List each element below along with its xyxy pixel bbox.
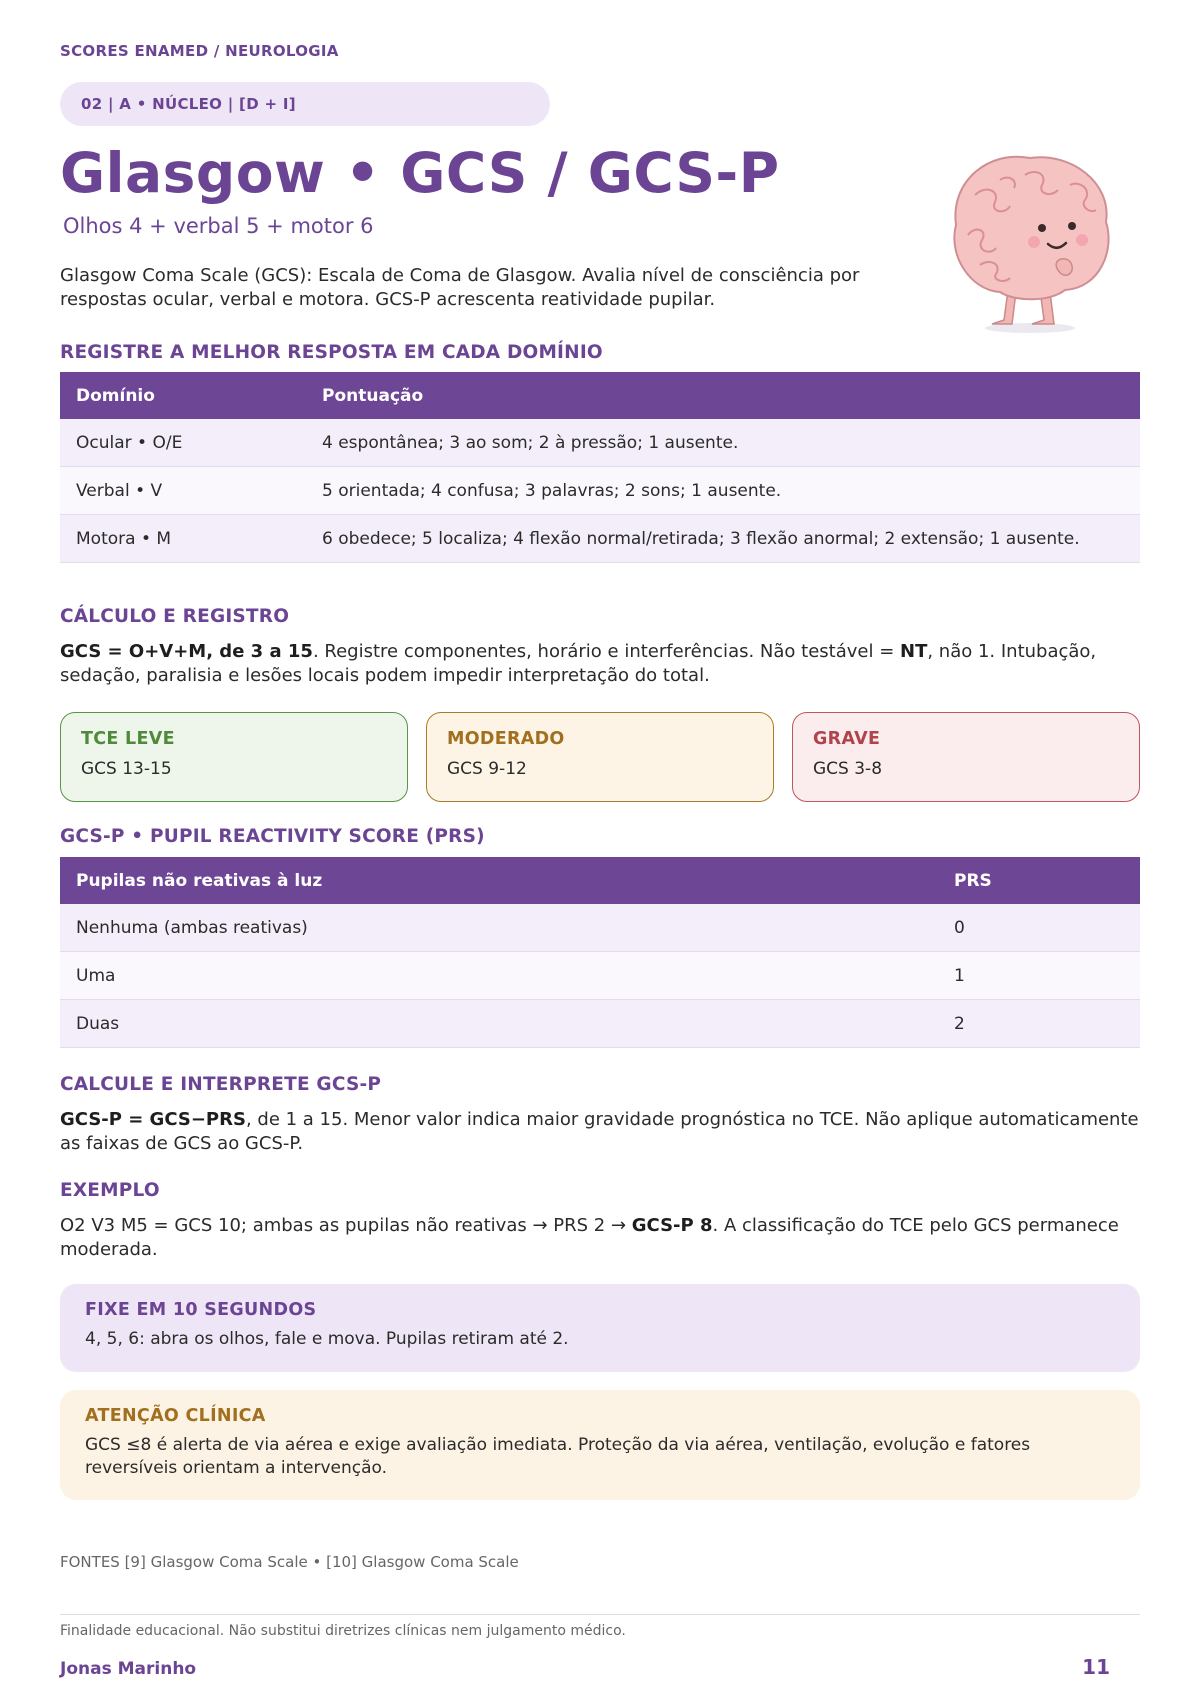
prs-table bbox=[60, 857, 1140, 1048]
page-subtitle: Olhos 4 + verbal 5 + motor 6 bbox=[63, 214, 374, 238]
calc-section-heading: CÁLCULO E REGISTRO bbox=[60, 606, 290, 627]
calc-text: . Registre componentes, horário e interferências. Não testável = bbox=[312, 641, 900, 662]
table-header-row bbox=[60, 372, 1140, 419]
severity-card-title: GRAVE bbox=[813, 729, 881, 749]
severity-card-value: GCS 9-12 bbox=[447, 759, 527, 779]
table-row bbox=[60, 419, 1140, 467]
table-row bbox=[60, 515, 1140, 563]
nt-label: NT bbox=[900, 641, 928, 662]
page-number: 11 bbox=[1082, 1655, 1110, 1679]
gcs-formula: GCS = O+V+M, de 3 a 15 bbox=[60, 641, 313, 662]
table-row bbox=[60, 904, 1140, 952]
table-cell: 6 obedece; 5 localiza; 4 flexão normal/retirada; 3 flexão anormal; 2 extensão; 1 ausente. bbox=[306, 515, 1140, 563]
calc-text-2: , não 1. Intubação, sedação, paralisia e lesões locais podem impedir interpretação do total. bbox=[60, 641, 1097, 686]
severity-card-leve bbox=[60, 712, 408, 802]
table-header-row bbox=[60, 857, 1140, 904]
example-paragraph bbox=[60, 1214, 1140, 1262]
atencao-callout bbox=[60, 1390, 1140, 1500]
table-cell: Uma bbox=[60, 952, 938, 1000]
example-section-heading: EXEMPLO bbox=[60, 1180, 160, 1201]
table-cell: 5 orientada; 4 confusa; 3 palavras; 2 sons; 1 ausente. bbox=[306, 467, 1140, 515]
table-cell: 0 bbox=[938, 904, 1140, 952]
table-cell: Ocular • O/E bbox=[60, 419, 306, 467]
table-row bbox=[60, 1000, 1140, 1048]
atencao-title: ATENÇÃO CLÍNICA bbox=[85, 1406, 266, 1426]
calc-paragraph bbox=[60, 640, 1140, 688]
column-header-pontuacao: Pontuação bbox=[306, 372, 1140, 419]
example-text: O2 V3 M5 = GCS 10; ambas as pupilas não reativas → PRS 2 → bbox=[60, 1215, 632, 1236]
severity-cards bbox=[60, 712, 1140, 804]
domain-section-heading: REGISTRE A MELHOR RESPOSTA EM CADA DOMÍNIO bbox=[60, 342, 603, 363]
table-cell: Verbal • V bbox=[60, 467, 306, 515]
page bbox=[60, 0, 1140, 1696]
disclaimer: Finalidade educacional. Não substitui diretrizes clínicas nem julgamento médico. bbox=[60, 1623, 626, 1639]
column-header-pupilas: Pupilas não reativas à luz bbox=[60, 857, 938, 904]
table-cell: 1 bbox=[938, 952, 1140, 1000]
table-cell: Nenhuma (ambas reativas) bbox=[60, 904, 938, 952]
table-cell: 4 espontânea; 3 ao som; 2 à pressão; 1 ausente. bbox=[306, 419, 1140, 467]
example-text-2: . A classificação do TCE pelo GCS permanece moderada. bbox=[60, 1215, 1119, 1260]
fixe-body: 4, 5, 6: abra os olhos, fale e mova. Pupilas retiram até 2. bbox=[85, 1329, 569, 1349]
table-row bbox=[60, 467, 1140, 515]
severity-card-title: TCE LEVE bbox=[81, 729, 175, 749]
intro-paragraph: Glasgow Coma Scale (GCS): Escala de Coma de Glasgow. Avalia nível de consciência por respostas ocular, verbal e motora. GCS-P acrescenta reatividade pupilar. bbox=[60, 265, 860, 310]
severity-card-grave bbox=[792, 712, 1140, 802]
gcs-domain-table bbox=[60, 372, 1140, 563]
column-header-prs: PRS bbox=[938, 857, 1140, 904]
gcsp-section-heading: CALCULE E INTERPRETE GCS-P bbox=[60, 1074, 382, 1095]
section-tag-pill: 02 | A • NÚCLEO | [D + I] bbox=[60, 82, 550, 126]
fixe-callout bbox=[60, 1284, 1140, 1372]
brain-mascot-icon bbox=[930, 140, 1130, 340]
table-cell: Motora • M bbox=[60, 515, 306, 563]
gcsp-formula: GCS-P = GCS−PRS bbox=[60, 1109, 246, 1130]
column-header-dominio: Domínio bbox=[60, 372, 306, 419]
atencao-body: GCS ≤8 é alerta de via aérea e exige avaliação imediata. Proteção da via aérea, ventilação, evolução e fatores reversíveis orientam a intervenção. bbox=[85, 1435, 1031, 1478]
gcsp-text: , de 1 a 15. Menor valor indica maior gravidade prognóstica no TCE. Não aplique automaticamente as faixas de GCS ao GCS-P. bbox=[60, 1109, 1139, 1154]
severity-card-value: GCS 13-15 bbox=[81, 759, 172, 779]
sources-line: FONTES [9] Glasgow Coma Scale • [10] Glasgow Coma Scale bbox=[60, 1553, 519, 1571]
fixe-title: FIXE EM 10 SEGUNDOS bbox=[85, 1300, 317, 1320]
breadcrumb: SCORES ENAMED / NEUROLOGIA bbox=[60, 42, 339, 60]
prs-section-heading: GCS-P • PUPIL REACTIVITY SCORE (PRS) bbox=[60, 826, 485, 847]
table-row bbox=[60, 952, 1140, 1000]
footer-divider bbox=[60, 1614, 1140, 1615]
example-result: GCS-P 8 bbox=[631, 1215, 713, 1236]
severity-card-moderado bbox=[426, 712, 774, 802]
table-cell: 2 bbox=[938, 1000, 1140, 1048]
gcsp-paragraph bbox=[60, 1108, 1140, 1156]
author-name: Jonas Marinho bbox=[60, 1659, 197, 1679]
page-title: Glasgow • GCS / GCS-P bbox=[60, 141, 780, 205]
table-cell: Duas bbox=[60, 1000, 938, 1048]
severity-card-title: MODERADO bbox=[447, 729, 565, 749]
severity-card-value: GCS 3-8 bbox=[813, 759, 883, 779]
